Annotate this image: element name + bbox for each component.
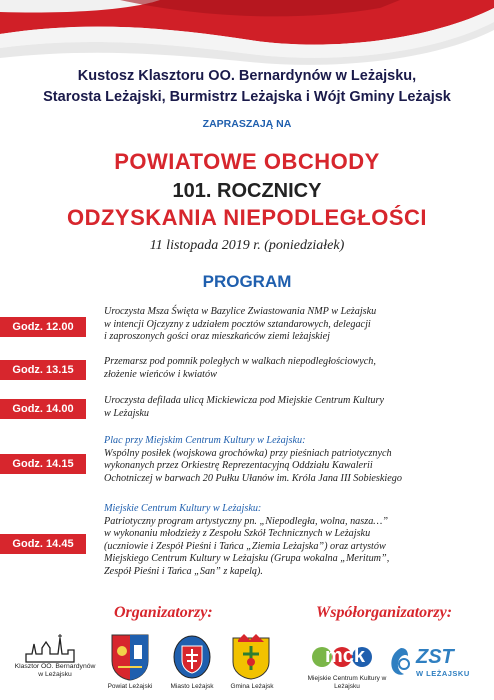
program-item [104, 395, 484, 420]
item-line: Zespół Pieśni i Tańca „San” z kapelą). [104, 565, 263, 577]
program-item [104, 503, 484, 579]
mck-logo-icon [312, 641, 378, 675]
klasztor-caption: Klasztor OO. Bernardynów w Leżajsku [14, 663, 96, 678]
program-item [104, 435, 484, 485]
item-line: (uczniowie i Zespół Pieśni i Tańca „Ziemia Leżajska”) oraz artystów [104, 540, 386, 552]
title-line-2: 101. ROCZNICY [172, 180, 322, 202]
logo-caption: Powiat Leżajski [107, 683, 153, 690]
time-badge: Godz. 14.00 [0, 399, 86, 419]
item-place: Plac przy Miejskim Centrum Kultury w Leżajsku: [104, 435, 306, 446]
item-line: wykonanych przez Orkiestrę Reprezentacyjną Oddziału Kawalerii [104, 460, 373, 472]
item-line: Wspólny posiłek (wojskowa grochówka) przy pieśniach patriotycznych [104, 447, 392, 459]
item-place: Miejskie Centrum Kultury w Leżajsku: [104, 503, 262, 514]
miasto-crest-icon [172, 634, 212, 680]
item-line: Przemarsz pod pomnik poległych w walkach niepodległościowych, [104, 356, 376, 367]
item-line: Miejskiego Centrum Kultury w Leżajsku (Grupa wokalna „Meritum”, [104, 553, 390, 565]
invite-text: ZAPRASZAJĄ NA [202, 118, 292, 130]
header-line-2: Starosta Leżajski, Burmistrz Leżajska i Wójt Gminy Leżajsk [43, 89, 451, 105]
program-heading: PROGRAM [202, 272, 292, 291]
item-line: w Leżajsku [104, 407, 149, 419]
event-date: 11 listopada 2019 r. (poniedziałek) [149, 238, 345, 253]
header-line-1: Kustosz Klasztoru OO. Bernardynów w Leżajsku, [77, 68, 417, 84]
item-line: Patriotyczny program artystyczny pn. „Niepodległa, wolna, nasza…” [104, 515, 389, 527]
mck-caption: Miejskie Centrum Kultury w Leżajsku [307, 675, 387, 690]
zst-subtext: W LEŻAJSKU [416, 669, 470, 678]
item-line: Ochotniczej w barwach 20 Pułku Ułanów im. Króla Jana III Sobieskiego [104, 472, 402, 484]
logo-caption: Gmina Leżajsk [230, 683, 274, 690]
title-line-3: ODZYSKANIA NIEPODLEGŁOŚCI [66, 205, 428, 230]
time-badge: Godz. 13.15 [0, 360, 86, 380]
zst-emblem-icon [388, 646, 414, 676]
time-badge: Godz. 14.45 [0, 534, 86, 554]
mck-text: mck [324, 645, 366, 667]
item-line: Uroczysta defilada ulicą Mickiewicza pod Miejskie Centrum Kultury [104, 395, 385, 406]
item-line: w intencji Ojczyzny z udziałem pocztów sztandarowych, delegacji [104, 318, 371, 330]
item-line: złożenie wieńców i kwiatów [104, 368, 217, 380]
powiat-crest-icon [110, 633, 150, 681]
time-badge: Godz. 12.00 [0, 317, 86, 337]
klasztor-logo-icon [24, 634, 80, 664]
item-line: i zaproszonych gości oraz mieszkańców ziemi leżajskiej [104, 331, 330, 343]
organizers-title: Organizatorzy: [114, 604, 213, 621]
logo-caption: Miasto Leżajsk [170, 683, 214, 690]
item-line: Uroczysta Msza Święta w Bazylice Zwiastowania NMP w Leżajsku [104, 306, 377, 317]
gmina-crest-icon [230, 632, 272, 680]
title-line-1: POWIATOWE OBCHODY [114, 149, 380, 174]
program-item [104, 306, 484, 344]
coorganizers-title: Współorganizatorzy: [316, 604, 453, 621]
time-badge: Godz. 14.15 [0, 454, 86, 474]
zst-text: ZST [416, 646, 454, 668]
item-line: w wykonaniu młodzieży z Zespołu Szkół Technicznych w Leżajsku [104, 528, 371, 540]
flag-banner [0, 0, 494, 70]
program-item [104, 356, 484, 381]
zst-logo [388, 642, 488, 682]
